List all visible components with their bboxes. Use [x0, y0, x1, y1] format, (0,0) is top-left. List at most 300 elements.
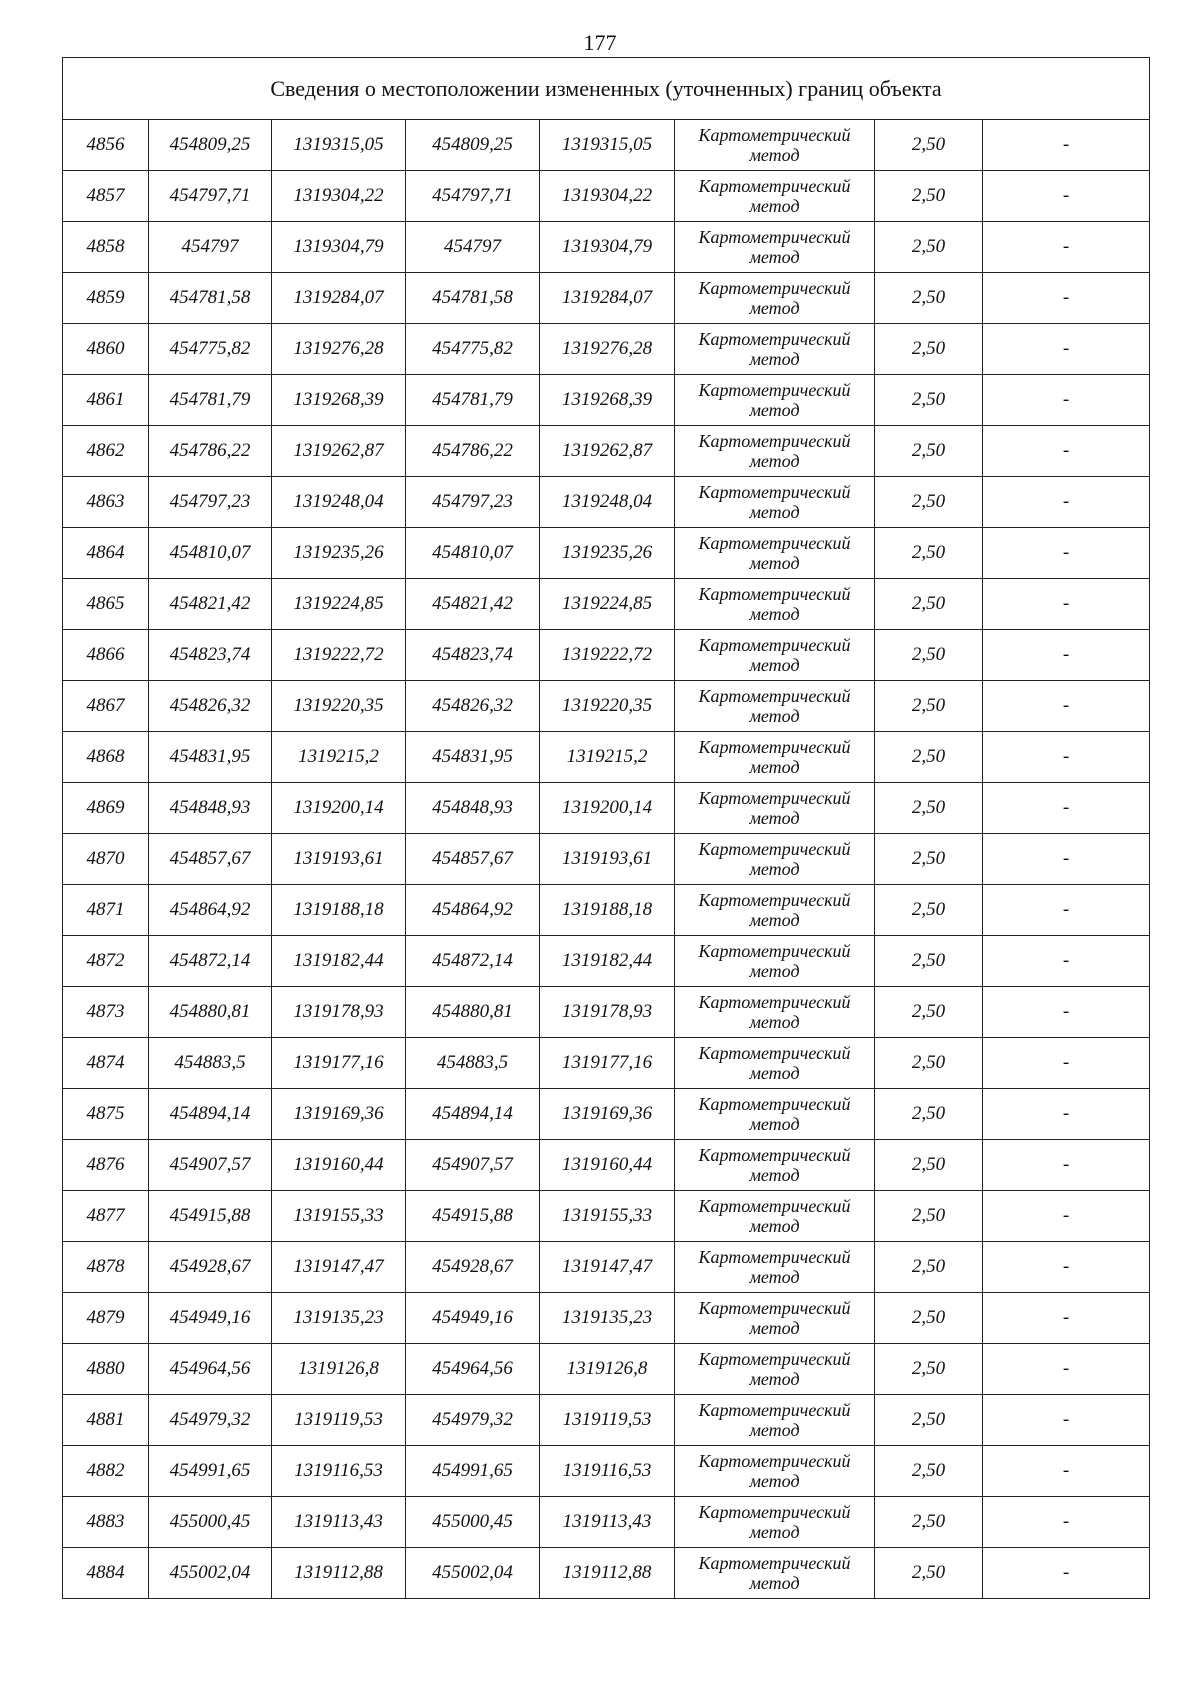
method-line-2: метод: [749, 961, 800, 981]
method-cell: [675, 579, 875, 630]
existing-y-cell: 1319276,28: [272, 324, 406, 375]
note-cell: -: [983, 375, 1150, 426]
existing-x-cell: 454826,32: [149, 681, 272, 732]
existing-x-cell: 454821,42: [149, 579, 272, 630]
method-line-2: метод: [749, 1471, 800, 1491]
note-cell: -: [983, 630, 1150, 681]
method-line-2: метод: [749, 655, 800, 675]
table-row: [63, 273, 1150, 324]
accuracy-cell: 2,50: [875, 1344, 983, 1395]
table-row: [63, 630, 1150, 681]
note-cell: -: [983, 936, 1150, 987]
refined-x-cell: 454979,32: [406, 1395, 540, 1446]
note-cell: -: [983, 171, 1150, 222]
accuracy-cell: 2,50: [875, 630, 983, 681]
refined-y-cell: 1319147,47: [540, 1242, 675, 1293]
method-cell: [675, 273, 875, 324]
refined-x-cell: 454823,74: [406, 630, 540, 681]
refined-x-cell: 454826,32: [406, 681, 540, 732]
existing-x-cell: 454797: [149, 222, 272, 273]
point-number-cell: 4860: [63, 324, 149, 375]
method-line-2: метод: [749, 1012, 800, 1032]
method-line-1: Картометрический: [698, 737, 851, 757]
refined-y-cell: 1319222,72: [540, 630, 675, 681]
refined-y-cell: 1319126,8: [540, 1344, 675, 1395]
refined-x-cell: 454872,14: [406, 936, 540, 987]
method-line-2: метод: [749, 859, 800, 879]
existing-x-cell: 455000,45: [149, 1497, 272, 1548]
note-cell: -: [983, 1038, 1150, 1089]
table-row: [63, 936, 1150, 987]
existing-y-cell: 1319235,26: [272, 528, 406, 579]
method-line-1: Картометрический: [698, 329, 851, 349]
table-row: [63, 1191, 1150, 1242]
table-row: [63, 375, 1150, 426]
method-line-2: метод: [749, 910, 800, 930]
existing-x-cell: 454857,67: [149, 834, 272, 885]
existing-y-cell: 1319224,85: [272, 579, 406, 630]
existing-x-cell: 455002,04: [149, 1548, 272, 1599]
refined-y-cell: 1319178,93: [540, 987, 675, 1038]
point-number-cell: 4873: [63, 987, 149, 1038]
accuracy-cell: 2,50: [875, 120, 983, 171]
refined-y-cell: 1319215,2: [540, 732, 675, 783]
existing-y-cell: 1319113,43: [272, 1497, 406, 1548]
table-row: [63, 1446, 1150, 1497]
point-number-cell: 4856: [63, 120, 149, 171]
table-row: [63, 732, 1150, 783]
method-cell: [675, 681, 875, 732]
table-body: [63, 58, 1150, 1599]
method-line-2: метод: [749, 1114, 800, 1134]
point-number-cell: 4866: [63, 630, 149, 681]
table-row: [63, 324, 1150, 375]
refined-x-cell: 454848,93: [406, 783, 540, 834]
note-cell: -: [983, 1497, 1150, 1548]
method-line-2: метод: [749, 706, 800, 726]
accuracy-cell: 2,50: [875, 732, 983, 783]
refined-x-cell: 454821,42: [406, 579, 540, 630]
refined-y-cell: 1319248,04: [540, 477, 675, 528]
refined-x-cell: 454964,56: [406, 1344, 540, 1395]
point-number-cell: 4870: [63, 834, 149, 885]
method-line-1: Картометрический: [698, 1094, 851, 1114]
existing-y-cell: 1319315,05: [272, 120, 406, 171]
refined-y-cell: 1319224,85: [540, 579, 675, 630]
method-line-1: Картометрический: [698, 125, 851, 145]
refined-x-cell: 454949,16: [406, 1293, 540, 1344]
point-number-cell: 4884: [63, 1548, 149, 1599]
method-line-1: Картометрический: [698, 227, 851, 247]
accuracy-cell: 2,50: [875, 1395, 983, 1446]
existing-y-cell: 1319268,39: [272, 375, 406, 426]
method-cell: [675, 1140, 875, 1191]
method-cell: [675, 324, 875, 375]
point-number-cell: 4883: [63, 1497, 149, 1548]
method-line-1: Картометрический: [698, 788, 851, 808]
method-line-1: Картометрический: [698, 533, 851, 553]
point-number-cell: 4861: [63, 375, 149, 426]
method-line-2: метод: [749, 1063, 800, 1083]
table-row: [63, 1038, 1150, 1089]
table-row: [63, 1242, 1150, 1293]
point-number-cell: 4867: [63, 681, 149, 732]
existing-x-cell: 454894,14: [149, 1089, 272, 1140]
method-cell: [675, 1242, 875, 1293]
existing-y-cell: 1319188,18: [272, 885, 406, 936]
table-row: [63, 1548, 1150, 1599]
existing-x-cell: 454979,32: [149, 1395, 272, 1446]
accuracy-cell: 2,50: [875, 936, 983, 987]
method-line-2: метод: [749, 400, 800, 420]
note-cell: -: [983, 426, 1150, 477]
existing-x-cell: 454786,22: [149, 426, 272, 477]
accuracy-cell: 2,50: [875, 1242, 983, 1293]
method-line-2: метод: [749, 553, 800, 573]
note-cell: -: [983, 834, 1150, 885]
existing-x-cell: 454872,14: [149, 936, 272, 987]
method-cell: [675, 375, 875, 426]
point-number-cell: 4858: [63, 222, 149, 273]
refined-y-cell: 1319220,35: [540, 681, 675, 732]
method-cell: [675, 1344, 875, 1395]
method-line-1: Картометрический: [698, 686, 851, 706]
note-cell: -: [983, 324, 1150, 375]
point-number-cell: 4872: [63, 936, 149, 987]
method-cell: [675, 1089, 875, 1140]
accuracy-cell: 2,50: [875, 1293, 983, 1344]
method-cell: [675, 426, 875, 477]
existing-x-cell: 454915,88: [149, 1191, 272, 1242]
existing-y-cell: 1319284,07: [272, 273, 406, 324]
note-cell: -: [983, 1242, 1150, 1293]
method-line-1: Картометрический: [698, 1451, 851, 1471]
note-cell: -: [983, 783, 1150, 834]
existing-x-cell: 454883,5: [149, 1038, 272, 1089]
refined-x-cell: 454775,82: [406, 324, 540, 375]
table-row: [63, 834, 1150, 885]
table-row: [63, 1140, 1150, 1191]
table-row: [63, 171, 1150, 222]
existing-x-cell: 454797,71: [149, 171, 272, 222]
existing-y-cell: 1319135,23: [272, 1293, 406, 1344]
accuracy-cell: 2,50: [875, 783, 983, 834]
existing-x-cell: 454949,16: [149, 1293, 272, 1344]
method-line-1: Картометрический: [698, 839, 851, 859]
refined-y-cell: 1319304,79: [540, 222, 675, 273]
note-cell: -: [983, 732, 1150, 783]
existing-y-cell: 1319169,36: [272, 1089, 406, 1140]
method-line-2: метод: [749, 1267, 800, 1287]
method-line-1: Картометрический: [698, 635, 851, 655]
method-line-1: Картометрический: [698, 1247, 851, 1267]
existing-y-cell: 1319304,79: [272, 222, 406, 273]
method-line-2: метод: [749, 808, 800, 828]
point-number-cell: 4881: [63, 1395, 149, 1446]
refined-y-cell: 1319169,36: [540, 1089, 675, 1140]
table-row: [63, 885, 1150, 936]
refined-y-cell: 1319119,53: [540, 1395, 675, 1446]
method-line-2: метод: [749, 349, 800, 369]
method-cell: [675, 732, 875, 783]
note-cell: -: [983, 987, 1150, 1038]
refined-y-cell: 1319315,05: [540, 120, 675, 171]
note-cell: -: [983, 1344, 1150, 1395]
point-number-cell: 4859: [63, 273, 149, 324]
method-cell: [675, 1497, 875, 1548]
refined-x-cell: 454991,65: [406, 1446, 540, 1497]
refined-y-cell: 1319268,39: [540, 375, 675, 426]
existing-y-cell: 1319215,2: [272, 732, 406, 783]
method-cell: [675, 1293, 875, 1344]
method-line-2: метод: [749, 757, 800, 777]
point-number-cell: 4857: [63, 171, 149, 222]
existing-x-cell: 454928,67: [149, 1242, 272, 1293]
refined-x-cell: 454864,92: [406, 885, 540, 936]
note-cell: -: [983, 681, 1150, 732]
method-line-2: метод: [749, 298, 800, 318]
refined-x-cell: 454797,71: [406, 171, 540, 222]
method-line-1: Картометрический: [698, 1349, 851, 1369]
existing-y-cell: 1319155,33: [272, 1191, 406, 1242]
point-number-cell: 4882: [63, 1446, 149, 1497]
method-cell: [675, 630, 875, 681]
point-number-cell: 4864: [63, 528, 149, 579]
method-line-1: Картометрический: [698, 176, 851, 196]
refined-x-cell: 454894,14: [406, 1089, 540, 1140]
method-line-1: Картометрический: [698, 992, 851, 1012]
point-number-cell: 4868: [63, 732, 149, 783]
note-cell: -: [983, 885, 1150, 936]
existing-y-cell: 1319119,53: [272, 1395, 406, 1446]
existing-x-cell: 454775,82: [149, 324, 272, 375]
note-cell: -: [983, 528, 1150, 579]
method-line-2: метод: [749, 145, 800, 165]
refined-x-cell: 454797,23: [406, 477, 540, 528]
accuracy-cell: 2,50: [875, 1191, 983, 1242]
method-cell: [675, 885, 875, 936]
method-cell: [675, 171, 875, 222]
accuracy-cell: 2,50: [875, 477, 983, 528]
method-cell: [675, 1395, 875, 1446]
refined-x-cell: 454786,22: [406, 426, 540, 477]
existing-y-cell: 1319248,04: [272, 477, 406, 528]
refined-y-cell: 1319155,33: [540, 1191, 675, 1242]
method-line-2: метод: [749, 451, 800, 471]
point-number-cell: 4871: [63, 885, 149, 936]
method-line-1: Картометрический: [698, 1502, 851, 1522]
refined-y-cell: 1319113,43: [540, 1497, 675, 1548]
accuracy-cell: 2,50: [875, 579, 983, 630]
refined-y-cell: 1319188,18: [540, 885, 675, 936]
note-cell: -: [983, 579, 1150, 630]
refined-x-cell: 454781,58: [406, 273, 540, 324]
method-line-2: метод: [749, 1216, 800, 1236]
point-number-cell: 4869: [63, 783, 149, 834]
point-number-cell: 4863: [63, 477, 149, 528]
point-number-cell: 4877: [63, 1191, 149, 1242]
method-cell: [675, 1446, 875, 1497]
method-line-2: метод: [749, 1573, 800, 1593]
method-line-2: метод: [749, 1165, 800, 1185]
table-row: [63, 579, 1150, 630]
method-line-1: Картометрический: [698, 1553, 851, 1573]
note-cell: -: [983, 1191, 1150, 1242]
existing-y-cell: 1319116,53: [272, 1446, 406, 1497]
refined-x-cell: 454928,67: [406, 1242, 540, 1293]
table-title: Сведения о местоположении измененных (уточненных) границ объекта: [63, 58, 1150, 120]
existing-y-cell: 1319193,61: [272, 834, 406, 885]
existing-y-cell: 1319304,22: [272, 171, 406, 222]
accuracy-cell: 2,50: [875, 426, 983, 477]
table-row: [63, 1497, 1150, 1548]
table-row: [63, 222, 1150, 273]
accuracy-cell: 2,50: [875, 1548, 983, 1599]
refined-y-cell: 1319116,53: [540, 1446, 675, 1497]
point-number-cell: 4865: [63, 579, 149, 630]
existing-y-cell: 1319222,72: [272, 630, 406, 681]
existing-x-cell: 454848,93: [149, 783, 272, 834]
table-row: [63, 1293, 1150, 1344]
method-line-1: Картометрический: [698, 1196, 851, 1216]
existing-x-cell: 454907,57: [149, 1140, 272, 1191]
table-row: [63, 1089, 1150, 1140]
point-number-cell: 4876: [63, 1140, 149, 1191]
refined-y-cell: 1319262,87: [540, 426, 675, 477]
accuracy-cell: 2,50: [875, 1140, 983, 1191]
refined-y-cell: 1319235,26: [540, 528, 675, 579]
note-cell: -: [983, 1293, 1150, 1344]
table-row: [63, 681, 1150, 732]
method-line-2: метод: [749, 502, 800, 522]
page-number: 177: [583, 30, 617, 55]
refined-x-cell: 454809,25: [406, 120, 540, 171]
refined-x-cell: 454907,57: [406, 1140, 540, 1191]
table-row: [63, 477, 1150, 528]
existing-y-cell: 1319220,35: [272, 681, 406, 732]
method-line-2: метод: [749, 247, 800, 267]
note-cell: -: [983, 477, 1150, 528]
accuracy-cell: 2,50: [875, 273, 983, 324]
refined-y-cell: 1319284,07: [540, 273, 675, 324]
refined-y-cell: 1319193,61: [540, 834, 675, 885]
table-row: [63, 528, 1150, 579]
method-line-1: Картометрический: [698, 380, 851, 400]
method-cell: [675, 987, 875, 1038]
accuracy-cell: 2,50: [875, 1446, 983, 1497]
accuracy-cell: 2,50: [875, 375, 983, 426]
note-cell: -: [983, 1140, 1150, 1191]
refined-y-cell: 1319177,16: [540, 1038, 675, 1089]
note-cell: -: [983, 1446, 1150, 1497]
existing-y-cell: 1319126,8: [272, 1344, 406, 1395]
refined-y-cell: 1319182,44: [540, 936, 675, 987]
existing-y-cell: 1319112,88: [272, 1548, 406, 1599]
accuracy-cell: 2,50: [875, 222, 983, 273]
table-row: [63, 1344, 1150, 1395]
method-cell: [675, 936, 875, 987]
existing-x-cell: 454781,58: [149, 273, 272, 324]
table-row: [63, 426, 1150, 477]
refined-y-cell: 1319276,28: [540, 324, 675, 375]
method-cell: [675, 834, 875, 885]
note-cell: -: [983, 273, 1150, 324]
point-number-cell: 4874: [63, 1038, 149, 1089]
refined-y-cell: 1319304,22: [540, 171, 675, 222]
method-line-1: Картометрический: [698, 431, 851, 451]
boundary-coordinates-table: [62, 57, 1150, 1599]
table-row: [63, 1395, 1150, 1446]
accuracy-cell: 2,50: [875, 987, 983, 1038]
existing-y-cell: 1319147,47: [272, 1242, 406, 1293]
accuracy-cell: 2,50: [875, 171, 983, 222]
refined-y-cell: 1319112,88: [540, 1548, 675, 1599]
refined-x-cell: 454915,88: [406, 1191, 540, 1242]
existing-x-cell: 454880,81: [149, 987, 272, 1038]
existing-x-cell: 454831,95: [149, 732, 272, 783]
existing-x-cell: 454991,65: [149, 1446, 272, 1497]
table-title-row: [63, 58, 1150, 120]
method-line-1: Картометрический: [698, 482, 851, 502]
existing-x-cell: 454809,25: [149, 120, 272, 171]
method-line-1: Картометрический: [698, 1400, 851, 1420]
method-line-2: метод: [749, 1522, 800, 1542]
table-row: [63, 120, 1150, 171]
note-cell: -: [983, 1548, 1150, 1599]
method-cell: [675, 1038, 875, 1089]
method-line-1: Картометрический: [698, 1043, 851, 1063]
existing-y-cell: 1319177,16: [272, 1038, 406, 1089]
existing-y-cell: 1319200,14: [272, 783, 406, 834]
refined-y-cell: 1319135,23: [540, 1293, 675, 1344]
method-cell: [675, 222, 875, 273]
accuracy-cell: 2,50: [875, 1497, 983, 1548]
refined-x-cell: 454781,79: [406, 375, 540, 426]
method-cell: [675, 1191, 875, 1242]
method-line-2: метод: [749, 1369, 800, 1389]
point-number-cell: 4875: [63, 1089, 149, 1140]
accuracy-cell: 2,50: [875, 681, 983, 732]
method-cell: [675, 1548, 875, 1599]
note-cell: -: [983, 120, 1150, 171]
existing-y-cell: 1319160,44: [272, 1140, 406, 1191]
accuracy-cell: 2,50: [875, 834, 983, 885]
accuracy-cell: 2,50: [875, 885, 983, 936]
existing-y-cell: 1319178,93: [272, 987, 406, 1038]
existing-x-cell: 454781,79: [149, 375, 272, 426]
refined-x-cell: 454797: [406, 222, 540, 273]
refined-x-cell: 454883,5: [406, 1038, 540, 1089]
method-cell: [675, 120, 875, 171]
method-line-2: метод: [749, 1420, 800, 1440]
refined-x-cell: 454810,07: [406, 528, 540, 579]
accuracy-cell: 2,50: [875, 324, 983, 375]
refined-x-cell: 454831,95: [406, 732, 540, 783]
method-cell: [675, 528, 875, 579]
table-row: [63, 783, 1150, 834]
refined-x-cell: 454880,81: [406, 987, 540, 1038]
table-row: [63, 987, 1150, 1038]
existing-x-cell: 454810,07: [149, 528, 272, 579]
note-cell: -: [983, 222, 1150, 273]
method-cell: [675, 477, 875, 528]
method-line-2: метод: [749, 196, 800, 216]
accuracy-cell: 2,50: [875, 528, 983, 579]
refined-y-cell: 1319200,14: [540, 783, 675, 834]
refined-x-cell: 454857,67: [406, 834, 540, 885]
existing-x-cell: 454797,23: [149, 477, 272, 528]
method-cell: [675, 783, 875, 834]
